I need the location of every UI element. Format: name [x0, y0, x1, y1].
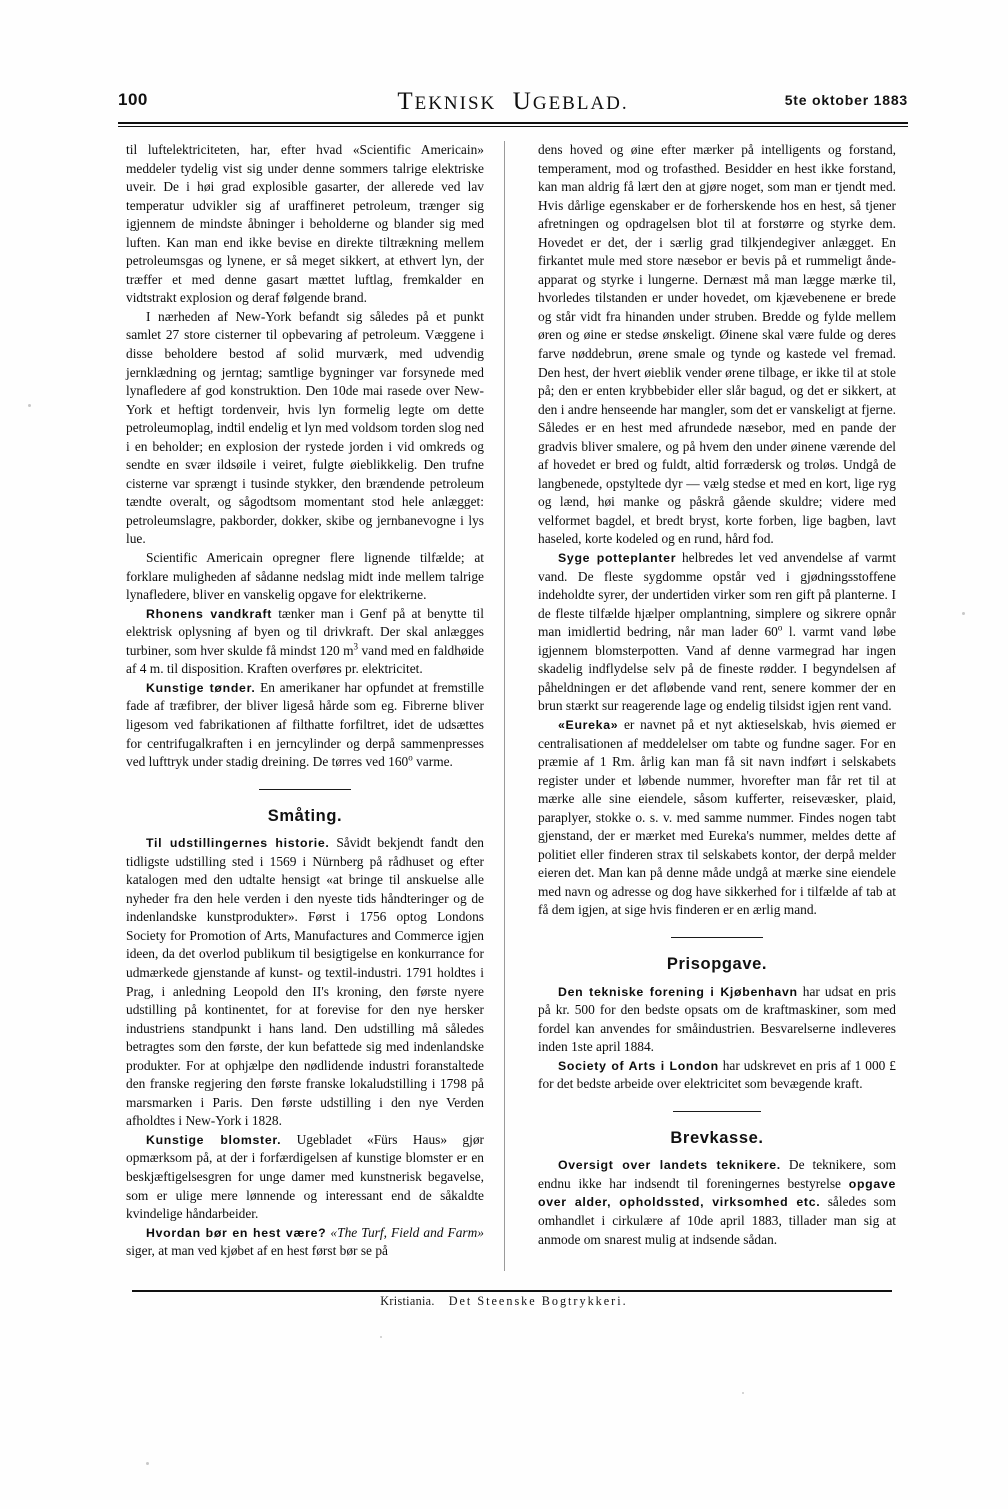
item-text-tonder-a: En amerikaner har opfundet at fremstille fade af træfibrer, der bliver ligeså hårde som eg. Fibrerne bliver ligesom ved fabrikationen af filthatte forfiltret, idet de udsættes for centrifugalkraften i en jerncylinder og derpå sammenpresses ved lufttryk under stadig dreining. De tørres ved 160 — [126, 679, 485, 770]
item-text-society-of-arts: har udskrevet en pris af 1 000 £ for det bedste arbeide over elektricitet som bevægende kraft. — [538, 1057, 896, 1092]
item-oversigt-teknikere — [538, 1156, 896, 1249]
item-kunstige-tonder — [126, 679, 484, 772]
item-lead-tekniske-forening: Den tekniske forening i Kjøbenhavn — [558, 984, 798, 999]
item-italic-turf-field-farm: «The Turf, Field and Farm» — [330, 1224, 484, 1240]
scan-speck — [28, 404, 31, 407]
paragraph-scientific-americain: Scientific Americain opregner flere lignende tilfælde; at forklare muligheden af sådanne nedslag midt inde mellem talrige lynafledere, bliver en vanskelig opgave for elektrikerne. — [126, 550, 484, 603]
journal-title-t4: GEBLAD. — [532, 93, 629, 114]
item-text-potteplanter-b: l. varmt vand løbe igjennem blomsterpotten. Vand af denne varmegrad har ingen skadelig indflydelse selv på de fineste rødder. I begyndelsen af påheldningen er det afløbende vand rent, senere kommer der en brun stærkt sur reagerende lage og endelig tilsidst igjen rent vand. — [538, 624, 897, 714]
paragraph-newyork-cisterns: I nærheden af New-York befandt sig således på et punkt samlet 27 store cisterner til opbevaring af petroleum. Væggene i disse beholdere bestod af solid murværk, med udvendig jernklædning og jerntag; samtlige bygninger var forsynede med lynafledere af god konstruktion. Den 10de mai rasede over New-York et heftigt tordenveir, hvis lyn formelig legte om dette petroleumoplag, indtil endelig et lyn med voldsom torden slog ned i en beholder; en explosion der rystede jorden i vid omkreds og sendte en svær ildsøile i veiret, fulgte øieblikkelig. Den trufne cisterne var sprængt i tusinde stykker, den brændende petroleum tændte overalt, og sågodtsom momentant stod hele anlægget: petroleumslagre, pakborder, dokker, skibe og jernbanevogne i lys lue. — [126, 308, 484, 547]
item-text-rhonens-b: vand med en faldhøide af 4 m. til disposition. Kraften overføres pr. elektricitet. — [126, 642, 484, 677]
imprint — [0, 1294, 1008, 1309]
item-udstillingernes-historie — [126, 834, 484, 1131]
section-divider-prisopgave — [671, 937, 763, 938]
item-tekniske-forening — [538, 983, 896, 1057]
spacer — [538, 974, 896, 983]
item-text-tonder-b: varme. — [412, 754, 453, 770]
item-lead-tonder: Kunstige tønder. — [146, 680, 256, 695]
section-divider-brevkasse — [673, 1111, 761, 1112]
column-divider-rule — [504, 141, 505, 1271]
item-lead-blomster: Kunstige blomster. — [146, 1132, 282, 1147]
spacer — [126, 825, 484, 834]
right-column — [538, 141, 896, 1249]
item-sup-potteplanter: o — [777, 622, 783, 633]
paragraph-horse-continued: dens hoved og øine efter mærker på intelligents og forstand, temperament, mod og trofasthed. Besidder en hest ikke forstand, kan man aldrig få lært den at gjøre noget, som man er tjendt med. Hvis dårlige egenskaber er de forherskende hos en hest, så tjener afretningen og opdragelsen blot til at forstørre og styrke dem. Hovedet er det, der i særlig grad tilkjendegiver anlægget. En firkantet mule med store næsebor er bevis på et rummeligt ånde-apparat og styrke i lungerne. Dernæst må man lægge mærke til, hvorledes tilstanden er under hovedet, om kjævebenene er brede og står vidt fra hinanden under struben. Bredde og fylde mellem øren og øine er stedse ønskeligt. Øinene skal være fulde og deres farve nøddebrun, ørene smale og tynde og kastede vel fremad. Den hest, der hvert øieblik vender ørene tilbage, er ikke til at stole på; den er enten krybbebider eller slår bagud, og det er sikkert, at den i andre henseende har mangler, som det er vanskeligt at fjerne. Således er en hest med afrundede næsebor, med en pande der gradvis bliver smalere, og på hvem den under øinene værende del af hovedet er bred og fuldt, altid forrædersk og troløs. Undgå de langbenede, opstyltede dyr — vælg stedse et med en kort, lige ryg og lænd, høi manke og påskrå gående skuldre; videre med velformet bagdel, et bredt bryst, korte forben, lige bagben, lavt haseled, korte kodeled og en rund, hård fod. — [538, 142, 896, 547]
spacer — [538, 1147, 896, 1156]
item-text-rhonens-a: tænker man i Genf på at benytte til elektrisk oplysning af byen og til drivkraft. Der skal anlægges turbiner, som hver skulde få mindst 120 m — [126, 605, 484, 658]
item-society-of-arts — [538, 1057, 896, 1094]
left-column — [126, 141, 484, 1261]
item-text-udstillinger: Såvidt bekjendt fandt den tidligste udstilling sted i 1569 i Nürnberg på rådhuset og efter katalogen med den udtalte hensigt «at bringe til anskuelse alle nyheder fra den hele verden i den nyeste tids håndteringer og de indenlandske kunstprodukter». Først i 1756 optog Londons Society for Promotion of Arts, Manufactures and Commerce igjen ideen, da det overlod publikum til besigtigelse en konkurrance for udmærkede gjenstande af kunst- og textil-industri. 1791 holdtes i Prag, i anledning Leopold den II's kroning, den første nyere udstilling på kontinentet, for at forevise for den nye hersker industriens standpunkt i hans land. Den udstilling må således betragtes som den første, der kun befattede sig med indenlandske produkter. For at ophjælpe den nødlidende industri foranstaltede den franske regjering den første franske lokaludstilling i 1798 på marsmarken i Paris. Den første udstilling i den nye Verden afholdtes i New-York i 1828. — [126, 835, 485, 1129]
item-lead-opgave-detaljer: opgave over alder, opholdssted, virksomhed etc. — [538, 1176, 896, 1210]
item-text-blomster: Ugebladet «Fürs Haus» gjør opmærksom på, at der i forfærdigelsen af kunstige blomster er en beskjæftigelsesgren for unge damer med kunstnerisk begavelse, som er ulige mere lønnende og interessant end de såkaldte kvindelige håndarbeider. — [126, 1131, 484, 1222]
journal-title-t3: U — [512, 88, 533, 115]
item-sup-tonder: o — [408, 752, 413, 763]
item-kunstige-blomster — [126, 1131, 484, 1224]
item-lead-rhonens: Rhonens vandkraft — [146, 606, 273, 621]
item-hvordan-bor-en-hest — [126, 1224, 484, 1261]
masthead-rule — [118, 122, 908, 127]
item-lead-hest: Hvordan bør en hest være? — [146, 1225, 327, 1240]
section-heading-prisopgave: Prisopgave. — [666, 954, 768, 973]
imprint-place: Kristiania. — [380, 1294, 435, 1308]
section-heading-brevkasse: Brevkasse. — [670, 1128, 764, 1147]
item-text-eureka: er navnet på et nyt aktieselskab, hvis øiemed er centralisationen af meddelelser om tabte og fundne sager. For en præmie af 1 Rm. årlig kan man få sit navn indført i selskabets register under et løbende nummer, hvorefter man får ret til at mærke alle sine eiendele, såsom kufferter, reisevæsker, plaid, paraplyer, stokke o. s. v. med samme nummer. Findes nogen tabt gjenstand, der er mærket med Eureka's nummer, meldes dette af politiet eller finderen strax til selskabets kontor, der derpå melder eieren det. Man kan på denne måde undgå at mærke sine eiendele med navn og adresse og dog have sikkerhed for i tilfælde af tab at få dem igjen, at sige hvis finderen er en ærlig mand. — [538, 716, 896, 918]
journal-title-t1: T — [397, 88, 415, 115]
item-lead-eureka: «Eureka» — [558, 717, 619, 732]
journal-title-t2: EKNISK — [414, 93, 497, 114]
section-heading-smating: Småting. — [267, 806, 343, 825]
item-text-hest: siger, at man ved kjøbet af en hest først bør se på — [126, 1243, 388, 1259]
scan-speck — [962, 612, 965, 615]
paragraph-continued-lightning: til luftelektriciteten, har, efter hvad «Scientific Americain» meddeler tydelig vist sig under denne sommers talrige elektriske uveir. De i høi grad explosible gasarter, der allerede ved lav temperatur udvikler sig af uraffineret petroleum, trænger sig igjennem de mindste åbninger i beholderne og blander sig med luften. Kan man end ikke bevise en direkte tiltrækning mellem petroleumsgas og lynene, er så meget sikkert, at ethvert lyn, der træffer et med denne gasart mættet luftlag, fremkalder en vidtstrakt explosion og deraf følgende brand. — [126, 142, 484, 306]
masthead — [118, 88, 908, 118]
item-lead-potteplanter: Syge potteplanter — [558, 551, 677, 566]
item-text-potteplanter-a: helbredes let ved anvendelse af varmt vand. De fleste sygdomme opstår ved i gjødningsstoffene indeholdte syrer, der undertiden virker som ren gift på planterne. I de fleste tilfælde hjælper omplantning, simplere og sikrere opnår man imidlertid bedring, når man lader 60 — [538, 550, 896, 640]
item-syge-potteplanter — [538, 549, 896, 716]
item-text-oversigt-a: De teknikere, som endnu ikke har indsendt til foreningernes bestyrelse — [538, 1157, 896, 1191]
issue-date: 5te oktober 1883 — [784, 92, 908, 108]
footer-rule — [132, 1290, 892, 1292]
item-lead-society-of-arts: Society of Arts i London — [558, 1058, 719, 1073]
item-text-tekniske-forening: har udsat en pris på kr. 500 for den bedste opsats om de kraftmaskiner, som med fordel kan anvendes for småindustrien. Besvarelserne indleveres inden 1ste april 1884. — [538, 983, 896, 1055]
section-divider-smating — [259, 789, 351, 790]
scan-speck — [380, 1336, 382, 1338]
page-number: 100 — [118, 90, 148, 109]
item-rhonens-vandkraft — [126, 605, 484, 679]
scan-speck — [742, 1392, 744, 1394]
scan-speck — [146, 1462, 149, 1465]
item-lead-oversigt: Oversigt over landets teknikere. — [558, 1158, 781, 1173]
item-sup-rhonens: 3 — [353, 641, 359, 652]
item-text-oversigt-b: således som omhandlet i cirkulære af 10de april 1883, tillader man sig at anmode om snarest mulig at indsende sådan. — [538, 1194, 896, 1247]
imprint-printer: Det Steenske Bogtrykkeri. — [448, 1294, 628, 1308]
item-lead-udstillinger: Til udstillingernes historie. — [146, 836, 330, 851]
item-eureka — [538, 716, 896, 920]
